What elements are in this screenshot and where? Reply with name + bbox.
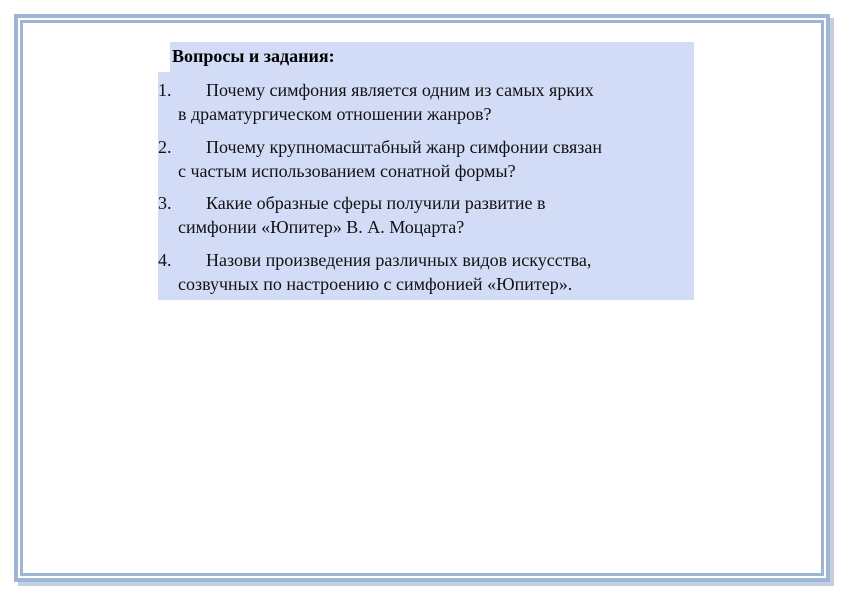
question-text-line1: Назови произведения различных видов искусства,: [206, 250, 592, 270]
question-number: 2.: [158, 137, 172, 157]
questions-heading: Вопросы и задания:: [172, 46, 335, 66]
question-text-line2: созвучных по настроению с симфонией «Юпитер».: [178, 274, 573, 294]
question-text-line1: Почему симфония является одним из самых ярких: [206, 80, 594, 100]
question-text-line2: с частым использованием сонатной формы?: [178, 161, 516, 181]
question-text-line1: Почему крупномасштабный жанр симфонии связан: [206, 137, 602, 157]
question-number: 3.: [158, 193, 172, 213]
question-number: 1.: [158, 80, 172, 100]
question-number: 4.: [158, 250, 172, 270]
question-text-line1: Какие образные сферы получили развитие в: [206, 193, 546, 213]
question-text-line2: в драматургическом отношении жанров?: [178, 104, 492, 124]
question-text-line2: симфонии «Юпитер» В. А. Моцарта?: [178, 217, 465, 237]
